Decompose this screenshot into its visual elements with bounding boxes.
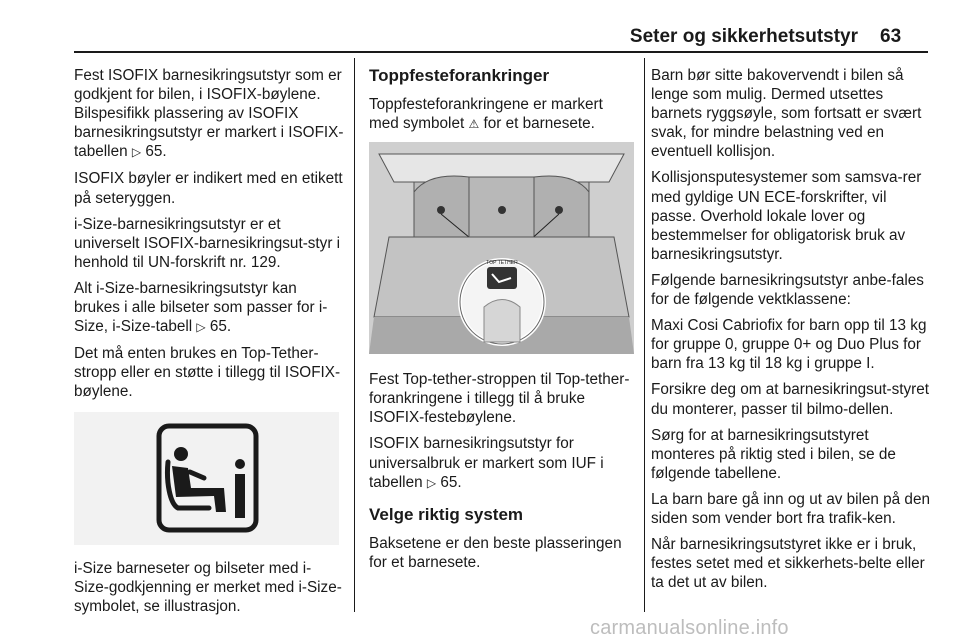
column-1	[74, 66, 346, 623]
column-divider-1	[354, 58, 355, 612]
col2-paragraph-1: Toppfesteforankringene er markert med symbolet ⚠ for et barnesete.	[369, 96, 603, 133]
page-header-title: Seter og sikkerhetsutstyr	[629, 26, 858, 47]
col3-paragraph-1: Barn bør sitte bakovervendt i bilen så lenge som mulig. Dermed utsettes barnets ryggsøyle, som fortsatt er svært svak, for mindre belastning ved en eventuell kollisjon.	[651, 67, 922, 161]
column-divider-2	[644, 58, 645, 612]
col2-paragraph-4: Baksetene er den beste plasseringen for et barnesete.	[369, 534, 622, 571]
column-2	[369, 66, 635, 579]
col2-paragraph-3: ISOFIX barnesikringsutstyr for universalbruk er markert som IUF i tabellen ▷ 65.	[369, 435, 604, 491]
col3-paragraph-3: Følgende barnesikringsutstyr anbe-fales for de følgende vektklassene:	[651, 271, 924, 309]
section-heading-toppfeste: Toppfesteforankringer	[369, 66, 550, 85]
col1-paragraph-2: ISOFIX bøyler er indikert med en etikett på seteryggen.	[74, 170, 343, 207]
col3-paragraph-4: Maxi Cosi Cabriofix for barn opp til 13 kg for gruppe 0, gruppe 0+ og Duo Plus for barn fra 13 kg til 18 kg i gruppe I.	[651, 317, 927, 373]
i-size-child-seat-icon	[74, 412, 339, 545]
header-divider	[74, 51, 928, 53]
col1-caption: i-Size barneseter og bilseter med i-Size-godkjenning er merket med i-Size-symbolet, se illustrasjon.	[74, 559, 342, 615]
col1-paragraph-3: i-Size-barnesikringsutstyr er et universelt ISOFIX-barnesikringsut-styr i henhold til UN-forskrift nr. 129.	[74, 215, 341, 271]
cargo-area-top-tether-icon	[369, 142, 634, 354]
col1-paragraph-4: Alt i-Size-barnesikringsutstyr kan brukes i alle bilseter som passer for i-Size, i-Size-tabell ▷ 65.	[74, 279, 328, 336]
page-ref-arrow-icon: ▷	[196, 320, 206, 335]
watermark: carmanualsonline.info	[590, 617, 789, 639]
column-3	[651, 66, 933, 599]
section-heading-velge-system: Velge riktig system	[369, 504, 524, 524]
top-tether-label: TOP TETHER	[486, 260, 518, 267]
col3-paragraph-5: Forsikre deg om at barnesikringsut-styret du monterer, passer til bilmo-dellen.	[651, 381, 929, 418]
col2-paragraph-2: Fest Top-tether-stroppen til Top-tether-forankringene i tillegg til å bruke ISOFIX-festebøylene.	[369, 371, 630, 427]
col3-paragraph-6: Sørg for at barnesikringsutstyret monteres på riktig sted i bilen, se de følgende tabellene.	[651, 426, 896, 482]
page-number: 63	[880, 26, 902, 47]
col1-paragraph-5: Det må enten brukes en Top-Tether-stropp eller en støtte i tillegg til ISOFIX-bøylene.	[74, 345, 341, 401]
page-ref-arrow-icon: ▷	[426, 475, 437, 490]
col1-paragraph-1: Fest ISOFIX barnesikringsutstyr som er godkjent for bilen, i ISOFIX-bøylene. Bilspesifikk plassering av ISOFIX barnesikringsutstyr er markert i ISOFIX-tabellen ▷ 65.	[74, 67, 344, 161]
col3-paragraph-2: Kollisjonsputesystemer som samsva-rer med gyldige UN ECE-forskrifter, vil passe. Overhold lokale lover og bestemmelser for obligatorisk bruk av barnesikringsutstyr.	[651, 169, 922, 263]
page-ref-arrow-icon: ▷	[131, 145, 142, 160]
tether-symbol-icon: ⚠	[468, 117, 480, 132]
col3-paragraph-8: Når barnesikringsutstyret ikke er i bruk, festes setet med et sikkerhets-belte eller ta det ut av bilen.	[651, 536, 925, 592]
col3-paragraph-7: La barn bare gå inn og ut av bilen på den siden som vender bort fra trafik-ken.	[651, 490, 930, 527]
